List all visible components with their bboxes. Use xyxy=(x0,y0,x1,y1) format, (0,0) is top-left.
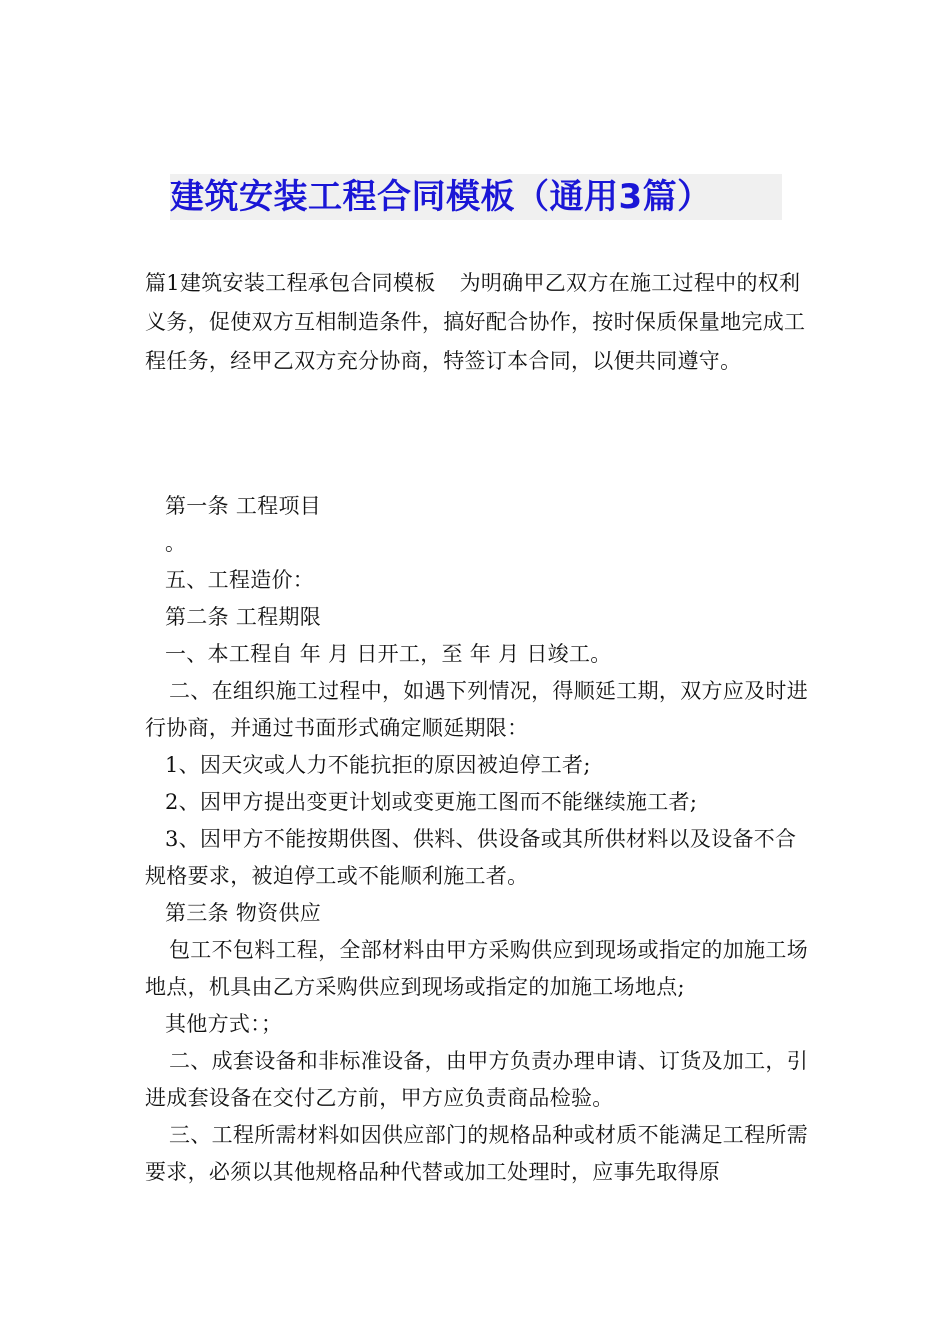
paragraph: 。 xyxy=(165,531,187,555)
intro-text: 为明确甲乙双方在施工过程中的权利义务，促使双方互相制造条件，搞好配合协作，按时保质保量地完成工程任务，经甲乙双方充分协商，特签订本合同，以便共同遵守。 xyxy=(145,271,806,373)
intro-paragraph xyxy=(145,264,810,381)
paragraph: 其他方式：； xyxy=(165,1012,283,1036)
document-title: 建筑安装工程合同模板（通用3篇） xyxy=(170,177,712,217)
article-heading: 第二条 工程期限 xyxy=(165,605,322,629)
list-item: 2、因甲方提出变更计划或变更施工图而不能继续施工者; xyxy=(165,790,698,814)
paragraph: 五、工程造价： xyxy=(165,568,315,592)
article-heading: 第三条 物资供应 xyxy=(165,901,322,925)
list-item: 3、因甲方不能按期供图、供料、供设备或其所供材料以及设备不合规格要求，被迫停工或不能顺利施工者。 xyxy=(145,827,797,888)
paragraph: 一、本工程自 年 月 日开工，至 年 月 日竣工。 xyxy=(165,642,612,666)
article-heading: 第一条 工程项目 xyxy=(165,494,322,518)
contract-body xyxy=(145,488,810,1191)
intro-heading: 篇1建筑安装工程承包合同模板 xyxy=(145,271,436,295)
paragraph: 三、工程所需材料如因供应部门的规格品种或材质不能满足工程所需要求，必须以其他规格品种代替或加工处理时，应事先取得原 xyxy=(145,1123,808,1184)
list-item: 1、因天灾或人力不能抗拒的原因被迫停工者; xyxy=(165,753,591,777)
paragraph: 二、成套设备和非标准设备，由甲方负责办理申请、订货及加工，引进成套设备在交付乙方前，甲方应负责商品检验。 xyxy=(145,1049,808,1110)
paragraph: 二、在组织施工过程中，如遇下列情况，得顺延工期，双方应及时进行协商，并通过书面形式确定顺延期限： xyxy=(145,679,808,740)
paragraph: 包工不包料工程，全部材料由甲方采购供应到现场或指定的加施工场地点，机具由乙方采购供应到现场或指定的加施工场地点; xyxy=(145,938,808,999)
title-highlight xyxy=(170,174,782,220)
